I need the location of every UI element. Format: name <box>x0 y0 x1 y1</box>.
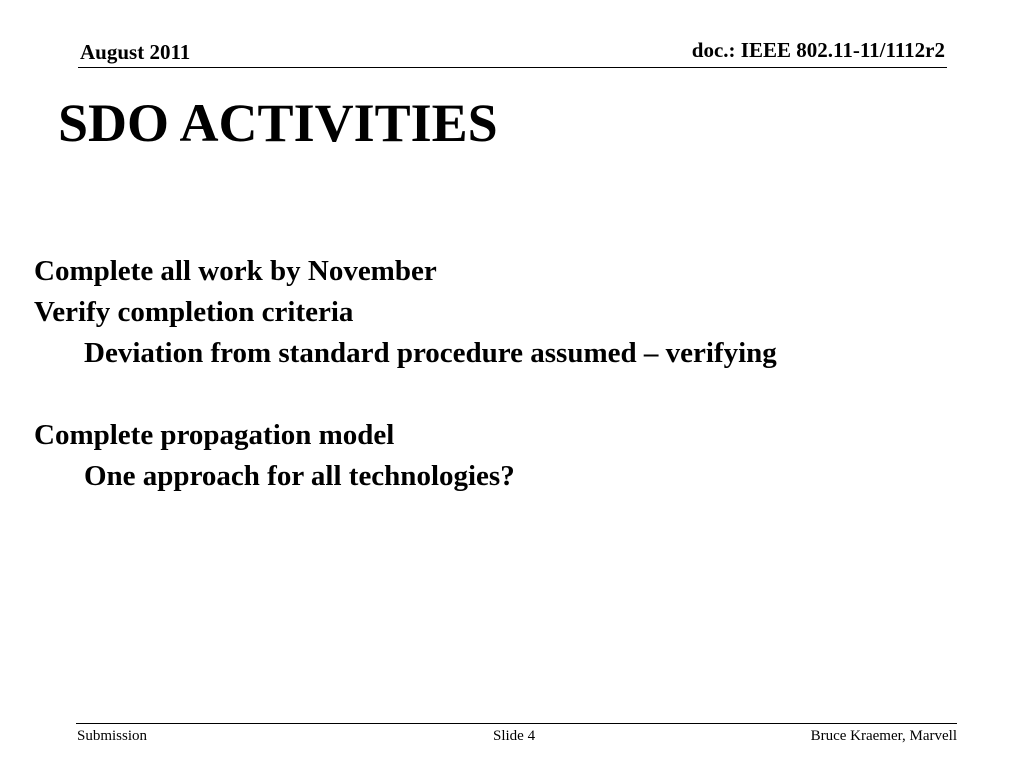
footer-author: Bruce Kraemer, Marvell <box>810 728 957 744</box>
footer-submission: Submission <box>77 728 148 744</box>
header-date: August 2011 <box>80 40 191 64</box>
footer-slide-number: Slide 4 <box>493 728 536 744</box>
slide-body <box>34 251 777 497</box>
sub-bullet-line: Deviation from standard procedure assumed – verifying <box>84 337 777 369</box>
header-divider <box>78 67 947 68</box>
header-document-id: doc.: IEEE 802.11-11/1112r2 <box>691 38 945 62</box>
bullet-line: Complete propagation model <box>34 419 395 451</box>
sub-bullet-line: One approach for all technologies? <box>84 460 515 492</box>
bullet-line: Complete all work by November <box>34 255 437 287</box>
body-spacer <box>34 374 777 415</box>
bullet-line: Verify completion criteria <box>34 296 354 328</box>
footer-divider <box>76 723 957 724</box>
slide-title: SDO ACTIVITIES <box>58 93 498 153</box>
